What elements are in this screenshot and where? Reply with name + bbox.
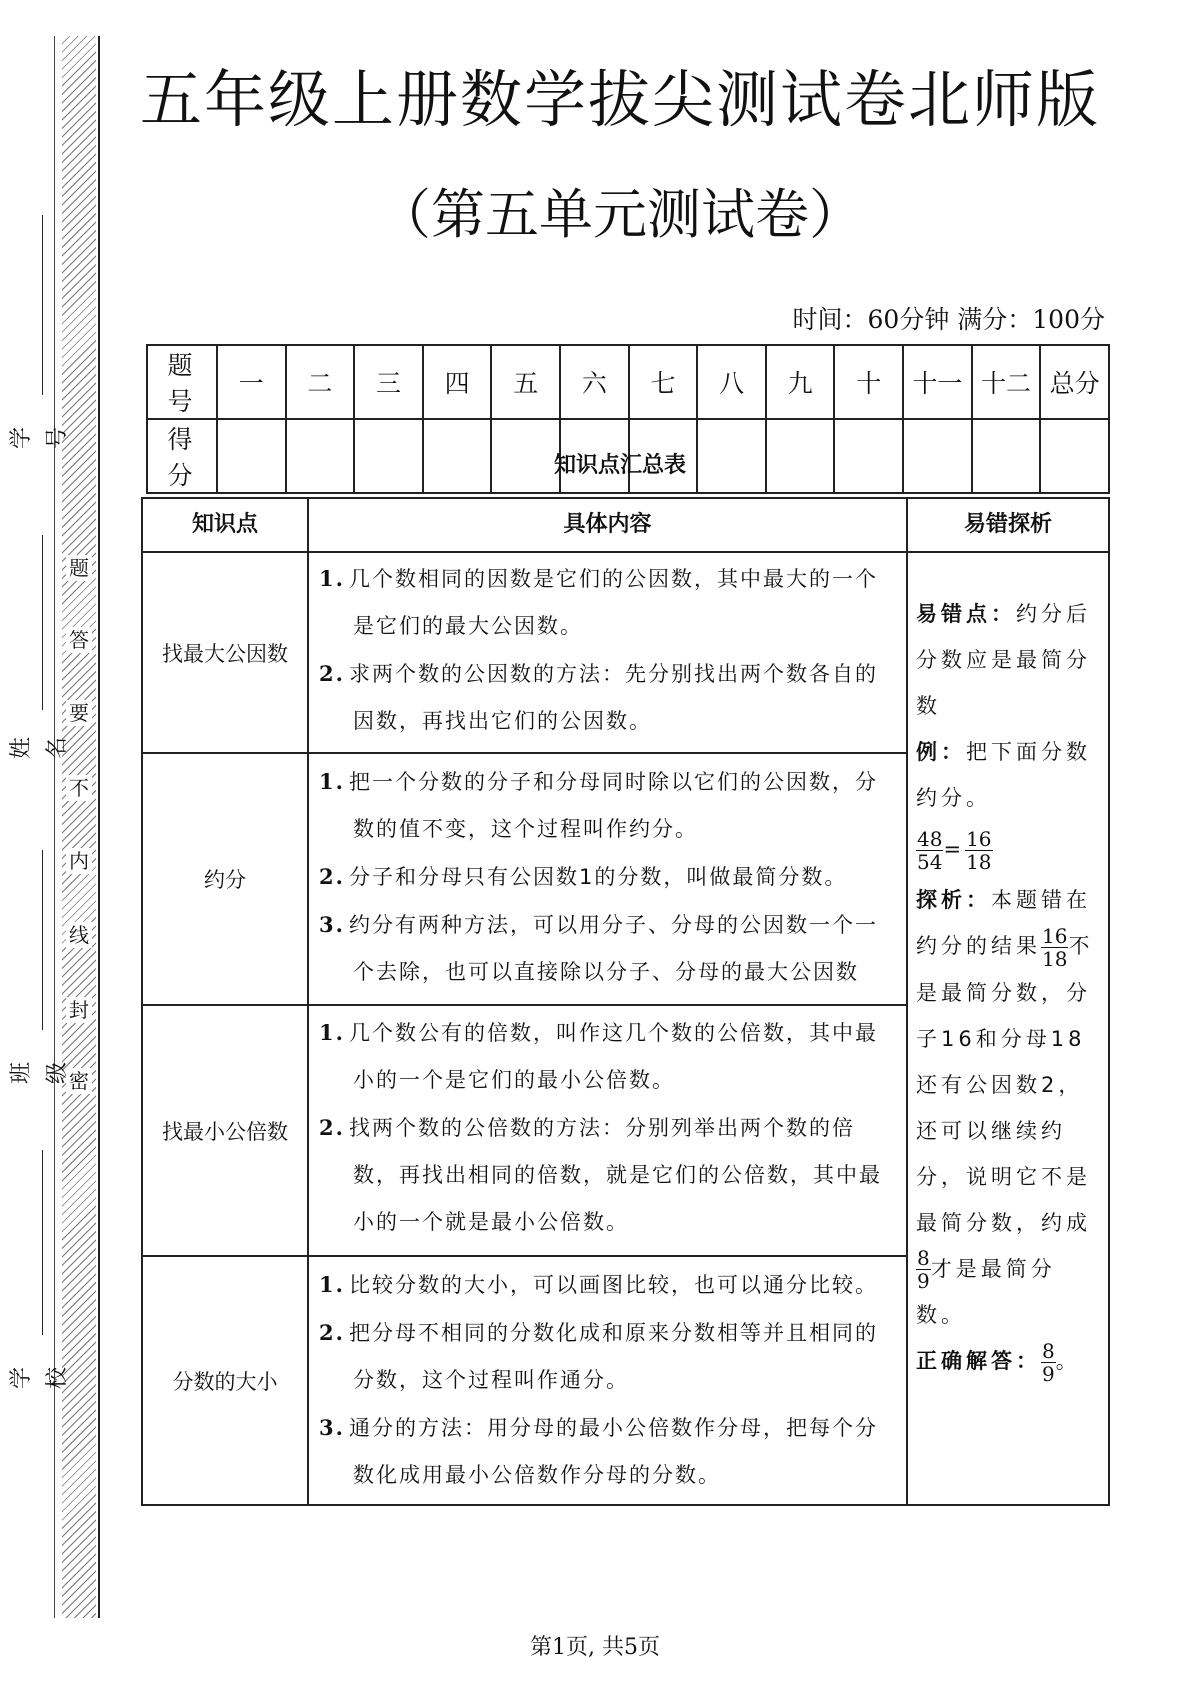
score-column: 一 [217,345,286,419]
pitfall-analysis [916,591,1102,1385]
seal-char: 密 [66,1068,92,1094]
header-topic: 知识点 [191,512,258,537]
pitfall-explanation: 探析：本题错在约分的结果 $\frac{16}{18}$ 不是最简分数，分子16和分母18还有公因数2，还可以继续约分，说明它不是最简分数，约成 $\frac{8}{9}$ 才是最简分数。 [916,888,1094,1327]
seal-char: 题 [66,555,92,581]
topic-compare: 分数的大小 [172,1369,278,1394]
column-divider [307,499,309,1504]
fraction: $\frac{48}{54}$ [917,826,943,874]
student-name-line [42,535,43,710]
content-lcm [319,1009,897,1246]
seal-char: 要 [66,700,92,726]
score-column: 十二 [972,345,1041,419]
score-column: 四 [423,345,492,419]
student-school-line [42,1150,43,1335]
score-column: 七 [629,345,698,419]
score-column: 十一 [903,345,972,419]
fraction: $\frac{8}{9}$ [917,1246,930,1293]
content-item: 1. 几个数公有的倍数，叫作这几个数的公倍数，其中最小的一个是它们的最小公倍数。 [319,1020,878,1092]
student-name-label: 姓名 [9,737,70,760]
seal-char: 答 [66,627,92,653]
content-reduce [319,758,897,996]
column-divider [906,499,908,1504]
score-column: 八 [697,345,766,419]
content-item: 2. 分子和分母只有公因数1的分数，叫做最简分数。 [319,864,848,889]
score-column: 五 [491,345,560,419]
content-item: 1. 比较分数的大小，可以画图比较，也可以通分比较。 [319,1272,878,1297]
score-column: 二 [286,345,355,419]
student-class-label: 班级 [9,1062,70,1085]
content-item: 1. 几个数相同的因数是它们的公因数，其中最大的一个是它们的最大公因数。 [319,566,878,638]
page-title: 五年级上册数学拔尖测试卷北师版 [140,63,1101,136]
seal-char: 不 [66,775,92,801]
pitfall-example: 例：把下面分数约分。 [916,740,1091,810]
knowledge-table [141,497,1110,1506]
seal-char: 线 [66,922,92,948]
binding-outer-line [98,36,100,1618]
fraction: $\frac{16}{18}$ [1042,923,1068,971]
question-number-label: 题号 [147,345,217,419]
header-content: 具体内容 [563,512,652,537]
pitfall-point: 易错点：约分后分数应是最简分数 [916,602,1091,718]
topic-reduce: 约分 [204,868,246,892]
pitfall-answer: 正确解答： $\frac{8}{9}$ 。 [916,1338,1081,1386]
student-id-line [42,215,43,395]
page-footer: 第1页, 共5页 [530,1635,660,1660]
content-item: 2. 找两个数的公倍数的方法：分别列举出两个数的倍数，再找出相同的倍数，就是它们的公倍数，其中最小的一个就是最小公倍数。 [319,1115,882,1234]
content-item: 2. 把分母不相同的分数化成和原来分数相等并且相同的分数，这个过程叫作通分。 [319,1320,878,1392]
score-label: 得分 [147,419,217,493]
content-item: 3. 通分的方法：用分母的最小公倍数作分母，把每个分数化成用最小公倍数作分母的分数。 [319,1415,878,1487]
content-item: 1. 把一个分数的分子和分母同时除以它们的公因数，分数的值不变，这个过程叫作约分。 [319,769,878,841]
content-gcd [319,555,897,745]
content-item: 3. 约分有两种方法，可以用分子、分母的公因数一个一个去除，也可以直接除以分子、分母的最大公因数 [319,912,878,984]
score-column: 十 [834,345,903,419]
content-compare [319,1261,897,1499]
student-class-line [42,850,43,1030]
score-column: 九 [766,345,835,419]
fraction: $\frac{16}{18}$ [966,826,992,874]
student-school-label: 学校 [9,1367,70,1390]
content-item: 2. 求两个数的公因数的方法：先分别找出两个数各自的因数，再找出它们的公因数。 [319,661,878,733]
student-id-label: 学号 [9,427,70,450]
example-equation: $\frac{48}{54}$ = $\frac{16}{18}$ [917,826,992,874]
seal-char: 封 [66,997,92,1023]
knowledge-table-title: 知识点汇总表 [553,453,686,478]
score-column: 总分 [1040,345,1109,419]
seal-char: 内 [66,848,92,874]
fraction: $\frac{8}{9}$ [1042,1338,1055,1386]
score-column: 六 [560,345,629,419]
page-subtitle: （第五单元测试卷） [377,183,863,246]
topic-gcd: 找最大公因数 [162,641,288,666]
topic-lcm: 找最小公倍数 [162,1119,288,1144]
score-header-row [147,345,1109,419]
score-column: 三 [354,345,423,419]
header-pitfall: 易错探析 [963,512,1052,537]
time-info: 时间：60分钟 满分：100分 [792,305,1105,334]
